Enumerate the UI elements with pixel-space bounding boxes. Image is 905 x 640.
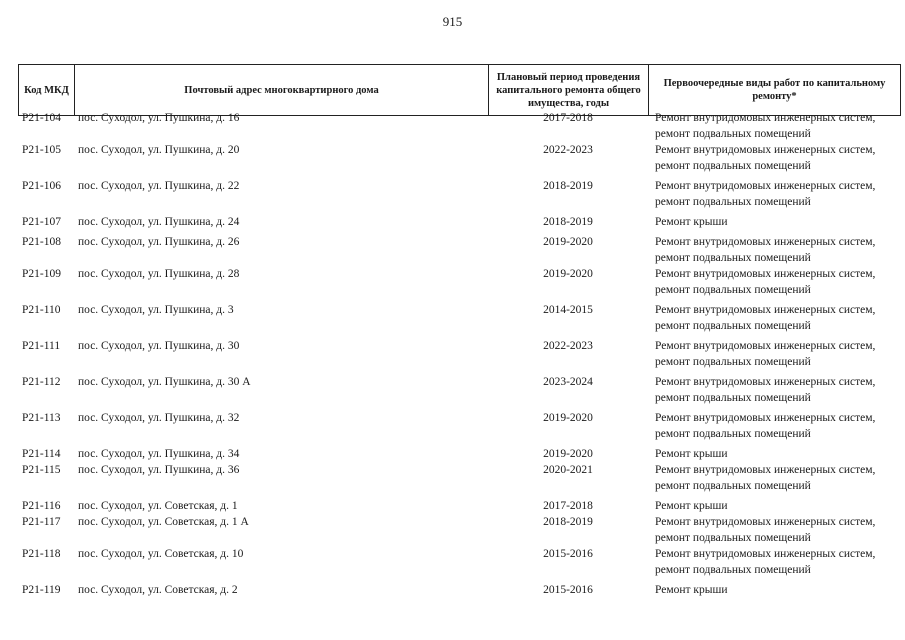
row-address: пос. Суходол, ул. Пушкина, д. 24 [78, 216, 240, 228]
row-period: 2018-2019 [543, 516, 593, 528]
row-works [648, 374, 901, 406]
row-address: пос. Суходол, ул. Пушкина, д. 16 [78, 112, 240, 124]
table-body [18, 110, 901, 602]
table-row [18, 462, 901, 494]
row-address: пос. Суходол, ул. Советская, д. 10 [78, 548, 244, 560]
table-row [18, 514, 901, 546]
table-row [18, 446, 901, 462]
row-address: пос. Суходол, ул. Советская, д. 2 [78, 584, 238, 596]
row-address: пос. Суходол, ул. Пушкина, д. 28 [78, 268, 240, 280]
row-works [648, 546, 901, 578]
row-code: Р21-117 [22, 516, 61, 528]
header-address: Почтовый адрес многоквартирного дома [74, 65, 488, 115]
row-works-line: ремонт подвальных помещений [655, 392, 811, 404]
row-works [648, 110, 901, 142]
row-works-line: ремонт подвальных помещений [655, 196, 811, 208]
row-works [648, 178, 901, 210]
row-works [648, 338, 901, 370]
row-code: Р21-109 [22, 268, 61, 280]
table-row [18, 214, 901, 230]
row-works-line: ремонт подвальных помещений [655, 564, 811, 576]
row-works-line: Ремонт крыши [655, 584, 728, 596]
row-period: 2022-2023 [543, 144, 593, 156]
row-works [648, 234, 901, 266]
row-works-line: ремонт подвальных помещений [655, 428, 811, 440]
row-works-line: ремонт подвальных помещений [655, 284, 811, 296]
table-row [18, 582, 901, 598]
row-works-line: Ремонт крыши [655, 216, 728, 228]
row-works-line: Ремонт крыши [655, 500, 728, 512]
row-code: Р21-114 [22, 448, 61, 460]
row-address: пос. Суходол, ул. Пушкина, д. 32 [78, 412, 240, 424]
row-works-line: Ремонт внутридомовых инженерных систем, [655, 144, 876, 156]
header-code: Код МКД [18, 65, 74, 115]
row-period: 2019-2020 [543, 236, 593, 248]
row-code: Р21-106 [22, 180, 61, 192]
row-period: 2018-2019 [543, 180, 593, 192]
row-period: 2019-2020 [543, 448, 593, 460]
row-works [648, 266, 901, 298]
row-code: Р21-104 [22, 112, 61, 124]
row-works [648, 514, 901, 546]
row-address: пос. Суходол, ул. Пушкина, д. 20 [78, 144, 240, 156]
row-code: Р21-118 [22, 548, 61, 560]
row-address: пос. Суходол, ул. Пушкина, д. 26 [78, 236, 240, 248]
row-works [648, 214, 901, 230]
row-code: Р21-115 [22, 464, 61, 476]
row-period: 2019-2020 [543, 268, 593, 280]
table-row [18, 178, 901, 210]
row-works-line: Ремонт внутридомовых инженерных систем, [655, 304, 876, 316]
table-row [18, 234, 901, 266]
row-period: 2015-2016 [543, 584, 593, 596]
row-code: Р21-113 [22, 412, 61, 424]
page-number: 915 [442, 14, 463, 29]
row-works-line: ремонт подвальных помещений [655, 532, 811, 544]
row-address: пос. Суходол, ул. Пушкина, д. 30 А [78, 376, 251, 388]
row-period: 2018-2019 [543, 216, 593, 228]
row-works-line: Ремонт внутридомовых инженерных систем, [655, 516, 876, 528]
table-row [18, 266, 901, 298]
row-works-line: ремонт подвальных помещений [655, 128, 811, 140]
row-works-line: Ремонт внутридомовых инженерных систем, [655, 548, 876, 560]
row-works-line: ремонт подвальных помещений [655, 480, 811, 492]
row-period: 2023-2024 [543, 376, 593, 388]
row-code: Р21-112 [22, 376, 61, 388]
row-works [648, 582, 901, 598]
row-period: 2022-2023 [543, 340, 593, 352]
table-row [18, 110, 901, 142]
row-code: Р21-119 [22, 584, 61, 596]
row-works [648, 142, 901, 174]
row-works-line: ремонт подвальных помещений [655, 160, 811, 172]
row-works [648, 498, 901, 514]
row-works-line: Ремонт крыши [655, 448, 728, 460]
row-code: Р21-116 [22, 500, 61, 512]
row-code: Р21-111 [22, 340, 61, 352]
row-address: пос. Суходол, ул. Пушкина, д. 30 [78, 340, 240, 352]
row-works-line: Ремонт внутридомовых инженерных систем, [655, 112, 876, 124]
row-period: 2015-2016 [543, 548, 593, 560]
row-address: пос. Суходол, ул. Пушкина, д. 34 [78, 448, 240, 460]
row-period: 2019-2020 [543, 412, 593, 424]
row-works-line: Ремонт внутридомовых инженерных систем, [655, 236, 876, 248]
row-code: Р21-107 [22, 216, 61, 228]
row-works-line: Ремонт внутридомовых инженерных систем, [655, 464, 876, 476]
row-period: 2017-2018 [543, 500, 593, 512]
row-address: пос. Суходол, ул. Пушкина, д. 22 [78, 180, 240, 192]
row-code: Р21-110 [22, 304, 61, 316]
row-works-line: ремонт подвальных помещений [655, 320, 811, 332]
row-address: пос. Суходол, ул. Пушкина, д. 36 [78, 464, 240, 476]
row-period: 2020-2021 [543, 464, 593, 476]
row-works-line: Ремонт внутридомовых инженерных систем, [655, 412, 876, 424]
row-code: Р21-108 [22, 236, 61, 248]
table-row [18, 142, 901, 174]
header-period: Плановый период проведения капитального ремонта общего имущества, годы [488, 65, 648, 115]
table-header [18, 64, 901, 116]
row-works [648, 446, 901, 462]
row-works [648, 410, 901, 442]
table-row [18, 374, 901, 406]
row-period: 2014-2015 [543, 304, 593, 316]
row-works-line: Ремонт внутридомовых инженерных систем, [655, 340, 876, 352]
row-works-line: ремонт подвальных помещений [655, 356, 811, 368]
table-row [18, 498, 901, 514]
row-works [648, 302, 901, 334]
row-works [648, 462, 901, 494]
table-row [18, 546, 901, 578]
table-row [18, 302, 901, 334]
row-works-line: Ремонт внутридомовых инженерных систем, [655, 180, 876, 192]
row-works-line: Ремонт внутридомовых инженерных систем, [655, 376, 876, 388]
table-row [18, 410, 901, 442]
row-address: пос. Суходол, ул. Пушкина, д. 3 [78, 304, 234, 316]
row-period: 2017-2018 [543, 112, 593, 124]
row-address: пос. Суходол, ул. Советская, д. 1 А [78, 516, 249, 528]
row-works-line: ремонт подвальных помещений [655, 252, 811, 264]
table-row [18, 338, 901, 370]
row-address: пос. Суходол, ул. Советская, д. 1 [78, 500, 238, 512]
header-works: Первоочередные виды работ по капитальному ремонту* [648, 65, 901, 115]
row-works-line: Ремонт внутридомовых инженерных систем, [655, 268, 876, 280]
row-code: Р21-105 [22, 144, 61, 156]
